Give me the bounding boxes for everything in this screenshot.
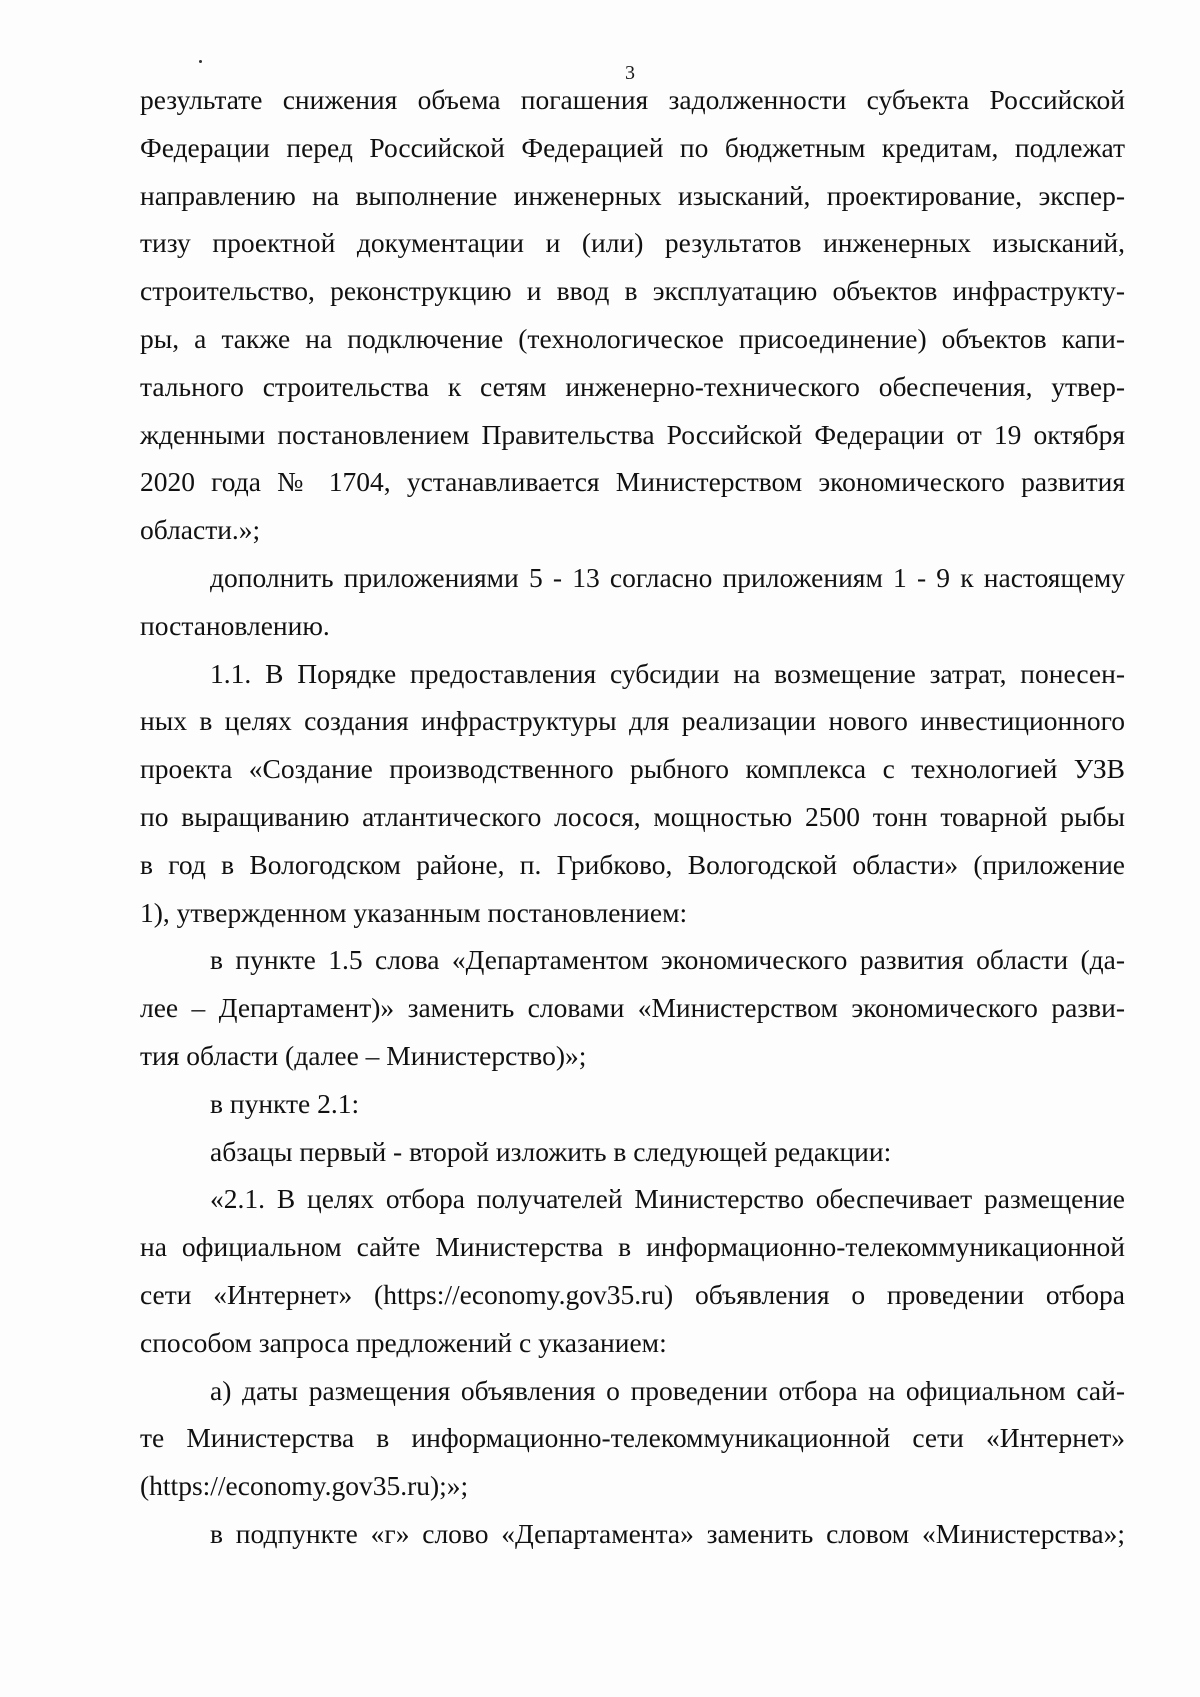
text-line: сети «Интернет» (https://economy.gov35.ru) объявления о проведении отбора bbox=[140, 1278, 1125, 1310]
text-line: направлению на выполнение инженерных изысканий, проектирование, экспер- bbox=[140, 179, 1125, 211]
text-line: результате снижения объема погашения задолженности субъекта Российской bbox=[140, 84, 1125, 115]
text-line: тизу проектной документации и (или) результатов инженерных изысканий, bbox=[140, 227, 1125, 259]
text-line: лее – Департамент)» заменить словами «Министерством экономического разви- bbox=[140, 992, 1125, 1024]
text-line: на официальном сайте Министерства в информационно-телекоммуникационной bbox=[140, 1231, 1125, 1263]
text-line: постановлению. bbox=[140, 609, 330, 641]
text-line: 2020 года № 1704, устанавливается Министерством экономического развития bbox=[140, 466, 1125, 498]
text-line: «2.1. В целях отбора получателей Министерство обеспечивает размещение bbox=[210, 1183, 1125, 1215]
text-line: в подпункте «г» слово «Департамента» заменить словом «Министерства»; bbox=[210, 1517, 1125, 1549]
text-line: те Министерства в информационно-телекоммуникационной сети «Интернет» bbox=[140, 1422, 1125, 1454]
text-line: тия области (далее – Министерство)»; bbox=[140, 1039, 587, 1071]
text-line: 1), утвержденном указанным постановлением: bbox=[140, 896, 688, 928]
text-line: по выращиванию атлантического лосося, мощностью 2500 тонн товарной рыбы bbox=[140, 800, 1125, 832]
document-body bbox=[140, 76, 1125, 1558]
text-line: строительство, реконструкцию и ввод в эксплуатацию объектов инфраструкту- bbox=[140, 275, 1125, 307]
text-line: дополнить приложениями 5 - 13 согласно приложениям 1 - 9 к настоящему bbox=[210, 561, 1125, 593]
text-line: в пункте 1.5 слова «Департаментом экономического развития области (да- bbox=[210, 944, 1125, 976]
text-line: в пункте 2.1: bbox=[210, 1087, 360, 1119]
text-line: жденными постановлением Правительства Российской Федерации от 19 октября bbox=[140, 418, 1125, 450]
text-line: а) даты размещения объявления о проведении отбора на официальном сай- bbox=[210, 1374, 1125, 1406]
text-line: 1.1. В Порядке предоставления субсидии на возмещение затрат, понесен- bbox=[210, 657, 1125, 689]
text-line: тального строительства к сетям инженерно-технического обеспечения, утвер- bbox=[140, 370, 1125, 402]
text-line: области.»; bbox=[140, 514, 261, 546]
text-line: проекта «Создание производственного рыбного комплекса с технологией УЗВ bbox=[140, 753, 1125, 785]
text-line: в год в Вологодском районе, п. Грибково, Вологодской области» (приложение bbox=[140, 848, 1125, 880]
text-line: Федерации перед Российской Федерацией по бюджетным кредитам, подлежат bbox=[140, 131, 1125, 163]
text-line: абзацы первый - второй изложить в следующей редакции: bbox=[210, 1135, 892, 1167]
text-line: ры, а также на подключение (технологическое присоединение) объектов капи- bbox=[140, 322, 1125, 354]
text-line: (https://economy.gov35.ru);»; bbox=[140, 1470, 469, 1502]
page-number: 3 bbox=[625, 62, 635, 84]
text-line: способом запроса предложений с указанием: bbox=[140, 1326, 667, 1358]
text-line: ных в целях создания инфраструктуры для реализации нового инвестиционного bbox=[140, 705, 1125, 737]
